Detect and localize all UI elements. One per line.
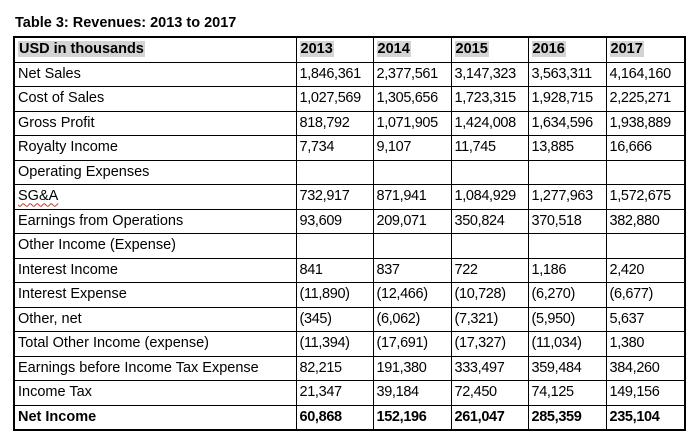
row-label: Net Income xyxy=(14,405,296,430)
header-year-2015: 2015 xyxy=(455,41,488,58)
header-label-cell xyxy=(14,37,296,62)
table-cell: 1,277,963 xyxy=(528,185,606,210)
table-cell: (11,890) xyxy=(296,283,373,308)
table-row xyxy=(14,258,685,283)
table-row xyxy=(14,185,685,210)
table-cell: (11,034) xyxy=(528,332,606,357)
table-cell: 152,196 xyxy=(373,405,451,430)
row-label: Interest Expense xyxy=(14,283,296,308)
table-cell: 5,637 xyxy=(606,307,685,332)
table-cell: 191,380 xyxy=(373,356,451,381)
table-cell: 732,917 xyxy=(296,185,373,210)
table-cell: 209,071 xyxy=(373,209,451,234)
table-cell: 60,868 xyxy=(296,405,373,430)
row-label: Total Other Income (expense) xyxy=(14,332,296,357)
table-cell: (6,270) xyxy=(528,283,606,308)
table-cell xyxy=(606,234,685,259)
revenue-table xyxy=(13,36,686,431)
table-cell: 1,084,929 xyxy=(451,185,528,210)
table-cell: 3,147,323 xyxy=(451,62,528,87)
table-cell: 1,027,569 xyxy=(296,87,373,112)
table-cell: (12,466) xyxy=(373,283,451,308)
table-cell: 370,518 xyxy=(528,209,606,234)
table-cell: 1,572,675 xyxy=(606,185,685,210)
table-cell xyxy=(451,160,528,185)
table-cell: 384,260 xyxy=(606,356,685,381)
table-cell: 2,420 xyxy=(606,258,685,283)
table-row xyxy=(14,283,685,308)
table-cell: 1,634,596 xyxy=(528,111,606,136)
table-cell: 1,723,315 xyxy=(451,87,528,112)
table-row xyxy=(14,209,685,234)
header-year-2013: 2013 xyxy=(300,41,333,58)
header-year-cell xyxy=(296,37,373,62)
table-cell: 72,450 xyxy=(451,381,528,406)
table-cell: 2,225,271 xyxy=(606,87,685,112)
table-cell: (17,691) xyxy=(373,332,451,357)
row-label-cell xyxy=(14,185,296,210)
table-cell: 261,047 xyxy=(451,405,528,430)
row-label: SG&A xyxy=(18,188,59,205)
table-cell: 21,347 xyxy=(296,381,373,406)
table-row xyxy=(14,136,685,161)
row-label: Gross Profit xyxy=(14,111,296,136)
row-label: Income Tax xyxy=(14,381,296,406)
table-cell: 722 xyxy=(451,258,528,283)
table-row xyxy=(14,62,685,87)
table-cell: 818,792 xyxy=(296,111,373,136)
table-row xyxy=(14,381,685,406)
table-cell: 285,359 xyxy=(528,405,606,430)
header-year-2016: 2016 xyxy=(532,41,565,58)
table-cell: 235,104 xyxy=(606,405,685,430)
row-label: Net Sales xyxy=(14,62,296,87)
table-cell: 333,497 xyxy=(451,356,528,381)
row-label: Earnings before Income Tax Expense xyxy=(14,356,296,381)
table-row xyxy=(14,332,685,357)
table-cell: 7,734 xyxy=(296,136,373,161)
table-cell: 871,941 xyxy=(373,185,451,210)
header-year-cell xyxy=(606,37,685,62)
table-row xyxy=(14,234,685,259)
table-cell xyxy=(528,234,606,259)
table-cell: 11,745 xyxy=(451,136,528,161)
table-cell xyxy=(373,234,451,259)
table-cell xyxy=(528,160,606,185)
table-cell: 1,305,656 xyxy=(373,87,451,112)
table-cell: (11,394) xyxy=(296,332,373,357)
net-income-row xyxy=(14,405,685,430)
table-cell xyxy=(451,234,528,259)
table-cell: 1,928,715 xyxy=(528,87,606,112)
row-label: Operating Expenses xyxy=(14,160,296,185)
table-cell: 350,824 xyxy=(451,209,528,234)
table-cell: 4,164,160 xyxy=(606,62,685,87)
table-cell: 1,846,361 xyxy=(296,62,373,87)
table-row xyxy=(14,307,685,332)
table-cell: 382,880 xyxy=(606,209,685,234)
row-label: Earnings from Operations xyxy=(14,209,296,234)
table-cell: 2,377,561 xyxy=(373,62,451,87)
header-year-2014: 2014 xyxy=(377,41,410,58)
table-row xyxy=(14,160,685,185)
table-cell: (7,321) xyxy=(451,307,528,332)
table-cell: (10,728) xyxy=(451,283,528,308)
table-row xyxy=(14,356,685,381)
table-cell: 93,609 xyxy=(296,209,373,234)
table-cell xyxy=(296,234,373,259)
row-label: Interest Income xyxy=(14,258,296,283)
table-cell: 1,071,905 xyxy=(373,111,451,136)
table-cell: (17,327) xyxy=(451,332,528,357)
table-cell: 149,156 xyxy=(606,381,685,406)
table-header-row xyxy=(14,37,685,62)
table-cell xyxy=(373,160,451,185)
table-row xyxy=(14,87,685,112)
header-year-cell xyxy=(451,37,528,62)
header-label: USD in thousands xyxy=(19,41,144,58)
table-cell: 1,380 xyxy=(606,332,685,357)
table-cell: (345) xyxy=(296,307,373,332)
table-cell: 9,107 xyxy=(373,136,451,161)
table-cell xyxy=(606,160,685,185)
row-label: Cost of Sales xyxy=(14,87,296,112)
table-cell: 359,484 xyxy=(528,356,606,381)
table-cell: 39,184 xyxy=(373,381,451,406)
table-title: Table 3: Revenues: 2013 to 2017 xyxy=(15,15,237,31)
table-cell: 1,186 xyxy=(528,258,606,283)
row-label: Royalty Income xyxy=(14,136,296,161)
row-label: Other Income (Expense) xyxy=(14,234,296,259)
header-year-2017: 2017 xyxy=(610,41,643,58)
table-cell: 1,938,889 xyxy=(606,111,685,136)
table-cell: 82,215 xyxy=(296,356,373,381)
table-cell: 1,424,008 xyxy=(451,111,528,136)
table-cell: 3,563,311 xyxy=(528,62,606,87)
table-cell xyxy=(296,160,373,185)
table-cell: 13,885 xyxy=(528,136,606,161)
header-year-cell xyxy=(373,37,451,62)
table-cell: 837 xyxy=(373,258,451,283)
table-cell: 74,125 xyxy=(528,381,606,406)
table-row xyxy=(14,111,685,136)
row-label: Other, net xyxy=(14,307,296,332)
table-cell: (6,062) xyxy=(373,307,451,332)
table-cell: 16,666 xyxy=(606,136,685,161)
table-cell: 841 xyxy=(296,258,373,283)
table-cell: (5,950) xyxy=(528,307,606,332)
table-cell: (6,677) xyxy=(606,283,685,308)
header-year-cell xyxy=(528,37,606,62)
